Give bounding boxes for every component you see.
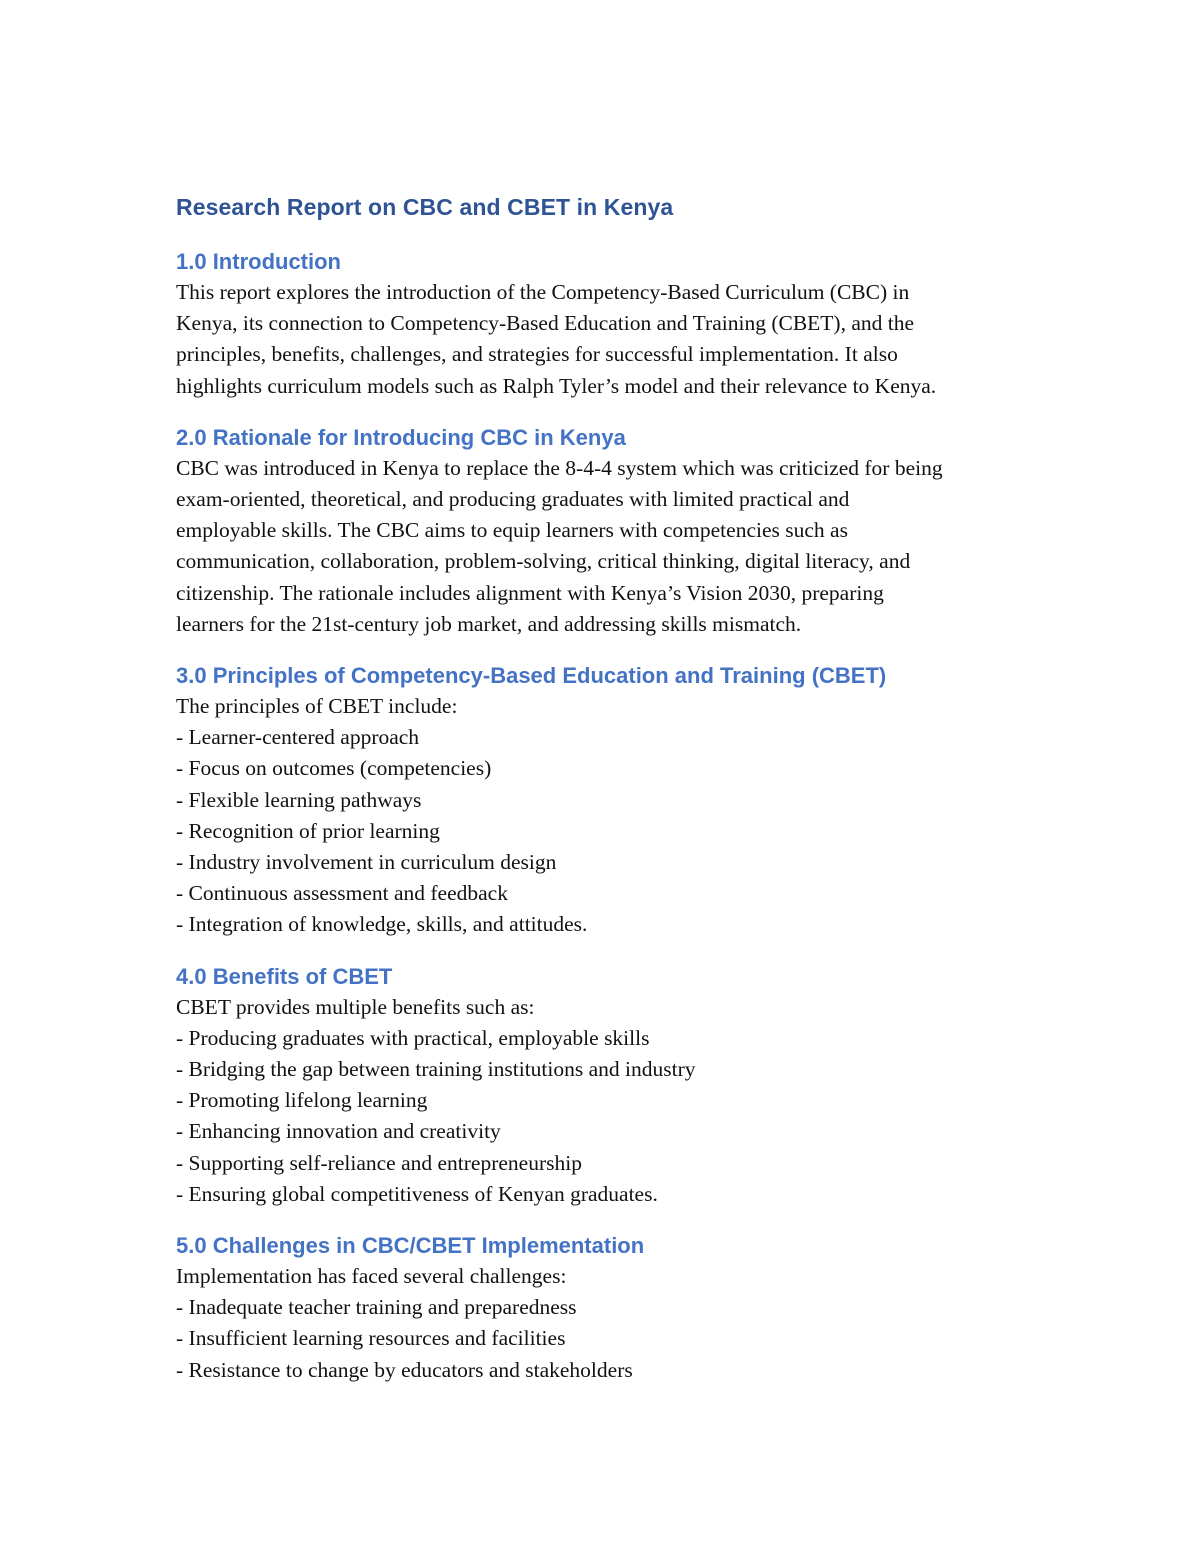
paragraph-line: exam-oriented, theoretical, and producing graduates with limited practical and — [176, 487, 850, 512]
list-item: - Continuous assessment and feedback — [176, 881, 508, 906]
list-item: - Inadequate teacher training and preparedness — [176, 1295, 577, 1320]
section-benefits — [176, 961, 1056, 1210]
list-item: - Flexible learning pathways — [176, 787, 422, 812]
section-heading-principles: 3.0 Principles of Competency-Based Education and Training (CBET) — [176, 663, 887, 689]
list-item: - Producing graduates with practical, employable skills — [176, 1025, 650, 1050]
list-item: - Enhancing innovation and creativity — [176, 1119, 501, 1144]
document-body — [176, 190, 1056, 1386]
section-principles — [176, 660, 1056, 941]
benefits-list — [176, 1023, 1056, 1210]
list-item: - Recognition of prior learning — [176, 818, 440, 843]
paragraph-line: citizenship. The rationale includes alignment with Kenya’s Vision 2030, preparing — [176, 580, 884, 605]
list-item: - Supporting self-reliance and entrepreneurship — [176, 1150, 582, 1175]
list-item: - Insufficient learning resources and facilities — [176, 1326, 566, 1351]
list-item: - Learner-centered approach — [176, 725, 420, 750]
paragraph-line: This report explores the introduction of the Competency-Based Curriculum (CBC) in — [176, 280, 910, 304]
section-intro-text: The principles of CBET include: — [176, 694, 458, 719]
section-heading-benefits: 4.0 Benefits of CBET — [176, 963, 393, 989]
paragraph-line: employable skills. The CBC aims to equip learners with competencies such as — [176, 518, 848, 543]
section-heading-challenges: 5.0 Challenges in CBC/CBET Implementation — [176, 1233, 645, 1259]
section-introduction — [176, 246, 1056, 402]
list-item: - Bridging the gap between training institutions and industry — [176, 1057, 696, 1082]
section-heading-rationale: 2.0 Rationale for Introducing CBC in Kenya — [176, 424, 626, 450]
list-item: - Integration of knowledge, skills, and attitudes. — [176, 912, 588, 937]
list-item: - Resistance to change by educators and stakeholders — [176, 1357, 633, 1382]
paragraph-line: principles, benefits, challenges, and strategies for successful implementation. It also — [176, 342, 898, 367]
list-item: - Promoting lifelong learning — [176, 1088, 428, 1113]
section-challenges — [176, 1230, 1056, 1386]
challenges-list — [176, 1292, 1056, 1386]
paragraph-line: Kenya, its connection to Competency-Based Education and Training (CBET), and the — [176, 311, 915, 336]
list-item: - Industry involvement in curriculum design — [176, 850, 557, 875]
section-heading-introduction: 1.0 Introduction — [176, 249, 341, 274]
paragraph-line: learners for the 21st-century job market, and addressing skills mismatch. — [176, 611, 802, 636]
paragraph-line: CBC was introduced in Kenya to replace the 8-4-4 system which was criticized for being — [176, 455, 943, 480]
section-intro-text: Implementation has faced several challenges: — [176, 1264, 567, 1289]
list-item: - Ensuring global competitiveness of Kenyan graduates. — [176, 1181, 658, 1206]
principles-list — [176, 722, 1056, 940]
section-intro-text: CBET provides multiple benefits such as: — [176, 994, 535, 1019]
list-item: - Focus on outcomes (competencies) — [176, 756, 492, 781]
section-rationale — [176, 422, 1056, 640]
paragraph-line: communication, collaboration, problem-solving, critical thinking, digital literacy, and — [176, 549, 911, 574]
document-title: Research Report on CBC and CBET in Kenya — [176, 194, 674, 220]
paragraph-line: highlights curriculum models such as Ralph Tyler’s model and their relevance to Kenya. — [176, 373, 937, 398]
